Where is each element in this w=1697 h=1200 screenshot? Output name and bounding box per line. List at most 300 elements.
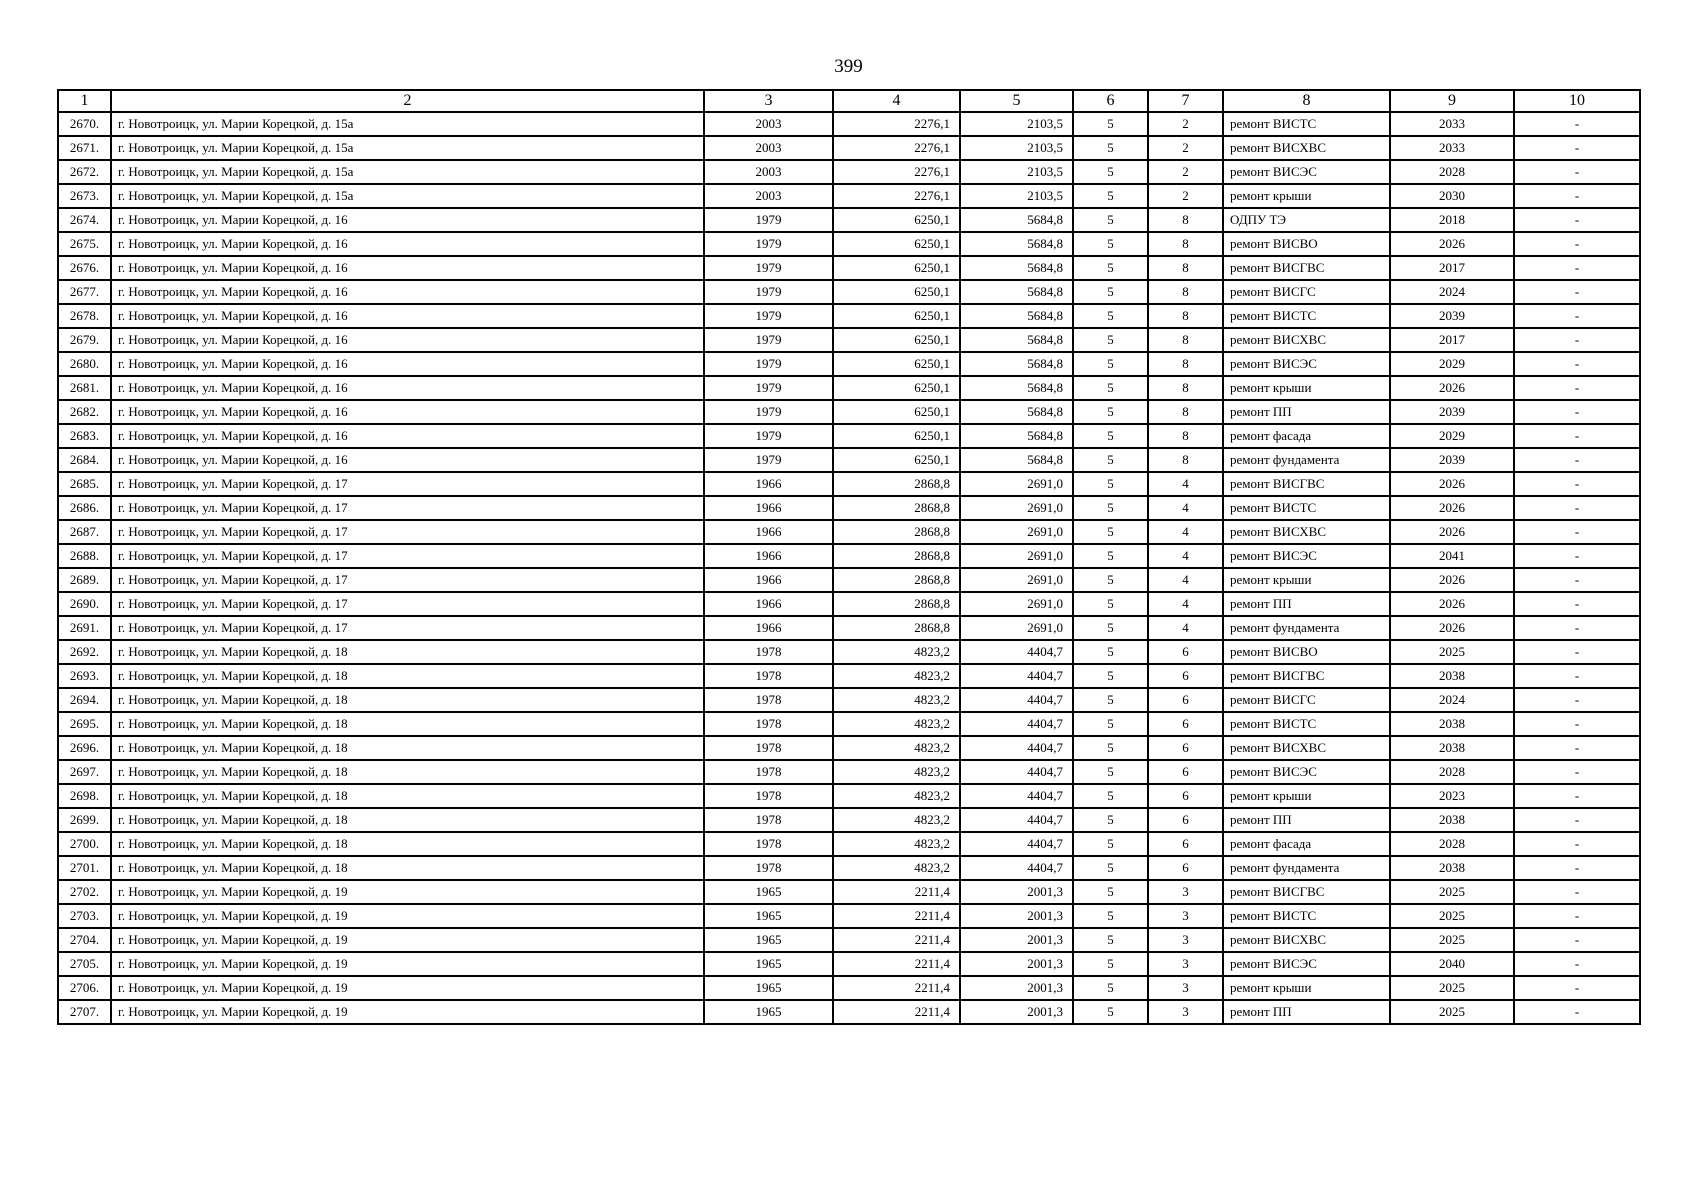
table-row [58, 784, 1640, 808]
cell-planned-year: 2026 [1390, 376, 1514, 400]
cell-work-type: ремонт ВИСЭС [1223, 160, 1390, 184]
cell-address: г. Новотроицк, ул. Марии Корецкой, д. 15а [111, 160, 704, 184]
header-row [58, 90, 1640, 112]
cell-total-area: 6250,1 [833, 208, 960, 232]
cell-work-type: ремонт ВИСТС [1223, 304, 1390, 328]
cell-build-year: 1965 [704, 928, 833, 952]
cell-entrances: 8 [1148, 424, 1223, 448]
cell-address: г. Новотроицк, ул. Марии Корецкой, д. 16 [111, 304, 704, 328]
table-row [58, 208, 1640, 232]
cell-planned-year: 2029 [1390, 424, 1514, 448]
cell-build-year: 1979 [704, 352, 833, 376]
cell-build-year: 1979 [704, 328, 833, 352]
cell-note: - [1514, 232, 1640, 256]
cell-living-area: 5684,8 [960, 232, 1073, 256]
cell-note: - [1514, 472, 1640, 496]
cell-build-year: 1978 [704, 856, 833, 880]
cell-floors: 5 [1073, 760, 1148, 784]
table-row [58, 760, 1640, 784]
cell-build-year: 1966 [704, 592, 833, 616]
cell-build-year: 1978 [704, 712, 833, 736]
cell-entrances: 4 [1148, 544, 1223, 568]
cell-floors: 5 [1073, 496, 1148, 520]
cell-living-area: 2691,0 [960, 472, 1073, 496]
cell-total-area: 4823,2 [833, 736, 960, 760]
cell-living-area: 2691,0 [960, 616, 1073, 640]
cell-total-area: 2868,8 [833, 496, 960, 520]
cell-row-number: 2672. [58, 160, 111, 184]
cell-entrances: 4 [1148, 520, 1223, 544]
cell-address: г. Новотроицк, ул. Марии Корецкой, д. 17 [111, 496, 704, 520]
cell-living-area: 2691,0 [960, 568, 1073, 592]
cell-total-area: 6250,1 [833, 280, 960, 304]
cell-address: г. Новотроицк, ул. Марии Корецкой, д. 16 [111, 352, 704, 376]
cell-planned-year: 2038 [1390, 712, 1514, 736]
cell-living-area: 5684,8 [960, 424, 1073, 448]
cell-row-number: 2702. [58, 880, 111, 904]
cell-planned-year: 2026 [1390, 592, 1514, 616]
cell-living-area: 2103,5 [960, 184, 1073, 208]
table-row [58, 424, 1640, 448]
page-number: 399 [834, 56, 863, 77]
cell-living-area: 2691,0 [960, 592, 1073, 616]
cell-note: - [1514, 184, 1640, 208]
cell-entrances: 4 [1148, 568, 1223, 592]
table-row [58, 328, 1640, 352]
cell-build-year: 1965 [704, 880, 833, 904]
cell-living-area: 2103,5 [960, 136, 1073, 160]
cell-note: - [1514, 640, 1640, 664]
cell-address: г. Новотроицк, ул. Марии Корецкой, д. 18 [111, 784, 704, 808]
cell-work-type: ремонт ВИСЭС [1223, 952, 1390, 976]
cell-row-number: 2690. [58, 592, 111, 616]
cell-note: - [1514, 112, 1640, 136]
cell-work-type: ремонт крыши [1223, 568, 1390, 592]
cell-total-area: 6250,1 [833, 400, 960, 424]
cell-total-area: 6250,1 [833, 256, 960, 280]
cell-work-type: ремонт ПП [1223, 592, 1390, 616]
table-row [58, 472, 1640, 496]
cell-build-year: 1966 [704, 520, 833, 544]
cell-floors: 5 [1073, 832, 1148, 856]
cell-build-year: 1979 [704, 424, 833, 448]
cell-planned-year: 2038 [1390, 808, 1514, 832]
cell-living-area: 4404,7 [960, 736, 1073, 760]
cell-note: - [1514, 832, 1640, 856]
cell-build-year: 1979 [704, 232, 833, 256]
cell-floors: 5 [1073, 712, 1148, 736]
cell-address: г. Новотроицк, ул. Марии Корецкой, д. 19 [111, 1000, 704, 1024]
cell-address: г. Новотроицк, ул. Марии Корецкой, д. 16 [111, 280, 704, 304]
column-header: 5 [960, 90, 1073, 112]
cell-note: - [1514, 520, 1640, 544]
cell-address: г. Новотроицк, ул. Марии Корецкой, д. 17 [111, 472, 704, 496]
cell-build-year: 1965 [704, 952, 833, 976]
cell-build-year: 1966 [704, 472, 833, 496]
cell-entrances: 6 [1148, 640, 1223, 664]
cell-work-type: ремонт ВИСВО [1223, 232, 1390, 256]
cell-floors: 5 [1073, 784, 1148, 808]
table-row [58, 976, 1640, 1000]
cell-work-type: ремонт ВИСЭС [1223, 352, 1390, 376]
cell-planned-year: 2026 [1390, 496, 1514, 520]
cell-work-type: ремонт фундамента [1223, 616, 1390, 640]
cell-total-area: 2276,1 [833, 160, 960, 184]
cell-living-area: 5684,8 [960, 256, 1073, 280]
cell-build-year: 2003 [704, 184, 833, 208]
cell-build-year: 1979 [704, 400, 833, 424]
cell-row-number: 2700. [58, 832, 111, 856]
column-header: 6 [1073, 90, 1148, 112]
cell-work-type: ремонт фасада [1223, 832, 1390, 856]
cell-floors: 5 [1073, 544, 1148, 568]
cell-total-area: 2211,4 [833, 952, 960, 976]
cell-row-number: 2686. [58, 496, 111, 520]
cell-build-year: 1979 [704, 208, 833, 232]
cell-address: г. Новотроицк, ул. Марии Корецкой, д. 18 [111, 760, 704, 784]
cell-build-year: 1978 [704, 760, 833, 784]
table-row [58, 352, 1640, 376]
cell-work-type: ремонт ВИСГВС [1223, 256, 1390, 280]
cell-row-number: 2692. [58, 640, 111, 664]
cell-living-area: 2001,3 [960, 928, 1073, 952]
column-header: 1 [58, 90, 111, 112]
cell-note: - [1514, 328, 1640, 352]
cell-note: - [1514, 664, 1640, 688]
cell-floors: 5 [1073, 568, 1148, 592]
cell-planned-year: 2025 [1390, 928, 1514, 952]
table-body [58, 112, 1640, 1024]
cell-address: г. Новотроицк, ул. Марии Корецкой, д. 16 [111, 328, 704, 352]
cell-work-type: ремонт крыши [1223, 184, 1390, 208]
table-row [58, 136, 1640, 160]
table-row [58, 496, 1640, 520]
cell-build-year: 2003 [704, 136, 833, 160]
cell-floors: 5 [1073, 400, 1148, 424]
cell-address: г. Новотроицк, ул. Марии Корецкой, д. 17 [111, 616, 704, 640]
cell-living-area: 4404,7 [960, 760, 1073, 784]
cell-planned-year: 2028 [1390, 760, 1514, 784]
table-row [58, 712, 1640, 736]
cell-build-year: 1966 [704, 496, 833, 520]
cell-row-number: 2676. [58, 256, 111, 280]
column-header: 8 [1223, 90, 1390, 112]
cell-build-year: 1978 [704, 808, 833, 832]
cell-entrances: 8 [1148, 376, 1223, 400]
cell-address: г. Новотроицк, ул. Марии Корецкой, д. 15а [111, 184, 704, 208]
cell-entrances: 8 [1148, 304, 1223, 328]
cell-row-number: 2670. [58, 112, 111, 136]
cell-planned-year: 2040 [1390, 952, 1514, 976]
cell-address: г. Новотроицк, ул. Марии Корецкой, д. 16 [111, 208, 704, 232]
cell-entrances: 8 [1148, 448, 1223, 472]
cell-note: - [1514, 160, 1640, 184]
cell-planned-year: 2038 [1390, 856, 1514, 880]
cell-note: - [1514, 712, 1640, 736]
cell-total-area: 6250,1 [833, 448, 960, 472]
cell-address: г. Новотроицк, ул. Марии Корецкой, д. 19 [111, 928, 704, 952]
cell-build-year: 1979 [704, 280, 833, 304]
cell-note: - [1514, 880, 1640, 904]
cell-work-type: ремонт фундамента [1223, 448, 1390, 472]
cell-note: - [1514, 208, 1640, 232]
cell-entrances: 2 [1148, 184, 1223, 208]
cell-floors: 5 [1073, 736, 1148, 760]
cell-floors: 5 [1073, 256, 1148, 280]
cell-work-type: ремонт ВИСГВС [1223, 880, 1390, 904]
cell-floors: 5 [1073, 232, 1148, 256]
cell-work-type: ремонт ВИСТС [1223, 712, 1390, 736]
cell-floors: 5 [1073, 880, 1148, 904]
cell-row-number: 2685. [58, 472, 111, 496]
cell-floors: 5 [1073, 904, 1148, 928]
table-row [58, 688, 1640, 712]
cell-address: г. Новотроицк, ул. Марии Корецкой, д. 18 [111, 808, 704, 832]
cell-work-type: ремонт ВИСГС [1223, 280, 1390, 304]
cell-planned-year: 2017 [1390, 256, 1514, 280]
cell-entrances: 8 [1148, 400, 1223, 424]
cell-living-area: 2001,3 [960, 976, 1073, 1000]
cell-address: г. Новотроицк, ул. Марии Корецкой, д. 17 [111, 592, 704, 616]
cell-entrances: 8 [1148, 232, 1223, 256]
cell-floors: 5 [1073, 952, 1148, 976]
table-row [58, 280, 1640, 304]
table-row [58, 664, 1640, 688]
cell-address: г. Новотроицк, ул. Марии Корецкой, д. 19 [111, 976, 704, 1000]
cell-entrances: 3 [1148, 976, 1223, 1000]
table-row [58, 400, 1640, 424]
cell-living-area: 2691,0 [960, 496, 1073, 520]
cell-planned-year: 2026 [1390, 616, 1514, 640]
cell-total-area: 4823,2 [833, 712, 960, 736]
cell-note: - [1514, 304, 1640, 328]
cell-living-area: 5684,8 [960, 400, 1073, 424]
cell-build-year: 2003 [704, 112, 833, 136]
column-header: 2 [111, 90, 704, 112]
cell-planned-year: 2025 [1390, 640, 1514, 664]
cell-entrances: 6 [1148, 808, 1223, 832]
cell-build-year: 1966 [704, 544, 833, 568]
cell-row-number: 2698. [58, 784, 111, 808]
cell-note: - [1514, 256, 1640, 280]
cell-row-number: 2679. [58, 328, 111, 352]
cell-work-type: ремонт крыши [1223, 976, 1390, 1000]
cell-note: - [1514, 616, 1640, 640]
cell-total-area: 6250,1 [833, 232, 960, 256]
table-row [58, 880, 1640, 904]
cell-work-type: ремонт ВИСГВС [1223, 664, 1390, 688]
table-row [58, 232, 1640, 256]
cell-address: г. Новотроицк, ул. Марии Корецкой, д. 16 [111, 448, 704, 472]
cell-note: - [1514, 928, 1640, 952]
cell-entrances: 3 [1148, 880, 1223, 904]
cell-floors: 5 [1073, 616, 1148, 640]
column-header: 10 [1514, 90, 1640, 112]
cell-floors: 5 [1073, 328, 1148, 352]
table-row [58, 256, 1640, 280]
cell-build-year: 1979 [704, 376, 833, 400]
table-row [58, 832, 1640, 856]
cell-row-number: 2706. [58, 976, 111, 1000]
cell-planned-year: 2039 [1390, 304, 1514, 328]
cell-floors: 5 [1073, 208, 1148, 232]
cell-row-number: 2674. [58, 208, 111, 232]
cell-planned-year: 2026 [1390, 520, 1514, 544]
cell-address: г. Новотроицк, ул. Марии Корецкой, д. 15а [111, 136, 704, 160]
cell-floors: 5 [1073, 520, 1148, 544]
cell-work-type: ремонт ВИСТС [1223, 496, 1390, 520]
cell-build-year: 1978 [704, 736, 833, 760]
cell-address: г. Новотроицк, ул. Марии Корецкой, д. 16 [111, 232, 704, 256]
cell-planned-year: 2030 [1390, 184, 1514, 208]
table-row [58, 808, 1640, 832]
cell-note: - [1514, 448, 1640, 472]
cell-floors: 5 [1073, 376, 1148, 400]
cell-planned-year: 2038 [1390, 664, 1514, 688]
table-row [58, 616, 1640, 640]
cell-address: г. Новотроицк, ул. Марии Корецкой, д. 18 [111, 640, 704, 664]
cell-living-area: 5684,8 [960, 328, 1073, 352]
table-row [58, 736, 1640, 760]
cell-floors: 5 [1073, 664, 1148, 688]
table-row [58, 112, 1640, 136]
cell-floors: 5 [1073, 640, 1148, 664]
cell-note: - [1514, 1000, 1640, 1024]
cell-work-type: ремонт фасада [1223, 424, 1390, 448]
cell-planned-year: 2025 [1390, 904, 1514, 928]
cell-row-number: 2696. [58, 736, 111, 760]
cell-entrances: 2 [1148, 160, 1223, 184]
cell-planned-year: 2024 [1390, 688, 1514, 712]
cell-planned-year: 2029 [1390, 352, 1514, 376]
cell-total-area: 2868,8 [833, 592, 960, 616]
cell-total-area: 2868,8 [833, 568, 960, 592]
cell-work-type: ремонт ВИСГС [1223, 688, 1390, 712]
table-row [58, 448, 1640, 472]
cell-address: г. Новотроицк, ул. Марии Корецкой, д. 17 [111, 520, 704, 544]
cell-work-type: ОДПУ ТЭ [1223, 208, 1390, 232]
cell-row-number: 2683. [58, 424, 111, 448]
cell-total-area: 2868,8 [833, 472, 960, 496]
cell-living-area: 5684,8 [960, 352, 1073, 376]
cell-work-type: ремонт ПП [1223, 808, 1390, 832]
cell-build-year: 1966 [704, 568, 833, 592]
cell-build-year: 1966 [704, 616, 833, 640]
cell-row-number: 2678. [58, 304, 111, 328]
cell-planned-year: 2018 [1390, 208, 1514, 232]
column-header: 9 [1390, 90, 1514, 112]
cell-living-area: 5684,8 [960, 208, 1073, 232]
cell-total-area: 4823,2 [833, 760, 960, 784]
cell-note: - [1514, 688, 1640, 712]
cell-work-type: ремонт ВИСГВС [1223, 472, 1390, 496]
cell-floors: 5 [1073, 592, 1148, 616]
cell-note: - [1514, 592, 1640, 616]
column-header: 3 [704, 90, 833, 112]
cell-entrances: 8 [1148, 328, 1223, 352]
cell-row-number: 2699. [58, 808, 111, 832]
cell-note: - [1514, 808, 1640, 832]
table-row [58, 856, 1640, 880]
cell-planned-year: 2026 [1390, 568, 1514, 592]
cell-entrances: 6 [1148, 832, 1223, 856]
cell-row-number: 2704. [58, 928, 111, 952]
cell-work-type: ремонт ВИСХВС [1223, 136, 1390, 160]
cell-note: - [1514, 424, 1640, 448]
cell-living-area: 4404,7 [960, 784, 1073, 808]
column-header: 7 [1148, 90, 1223, 112]
table-row [58, 952, 1640, 976]
cell-planned-year: 2033 [1390, 112, 1514, 136]
cell-entrances: 6 [1148, 736, 1223, 760]
cell-address: г. Новотроицк, ул. Марии Корецкой, д. 18 [111, 664, 704, 688]
table-row [58, 520, 1640, 544]
cell-work-type: ремонт ВИСХВС [1223, 928, 1390, 952]
cell-note: - [1514, 760, 1640, 784]
cell-work-type: ремонт крыши [1223, 784, 1390, 808]
cell-build-year: 1978 [704, 688, 833, 712]
cell-living-area: 4404,7 [960, 712, 1073, 736]
cell-entrances: 4 [1148, 472, 1223, 496]
cell-work-type: ремонт ВИСХВС [1223, 328, 1390, 352]
cell-note: - [1514, 400, 1640, 424]
cell-total-area: 2211,4 [833, 880, 960, 904]
cell-row-number: 2684. [58, 448, 111, 472]
cell-total-area: 4823,2 [833, 856, 960, 880]
table-row [58, 304, 1640, 328]
cell-total-area: 2211,4 [833, 1000, 960, 1024]
cell-row-number: 2687. [58, 520, 111, 544]
cell-note: - [1514, 736, 1640, 760]
cell-work-type: ремонт ВИСЭС [1223, 760, 1390, 784]
cell-entrances: 2 [1148, 112, 1223, 136]
cell-work-type: ремонт крыши [1223, 376, 1390, 400]
cell-living-area: 2691,0 [960, 520, 1073, 544]
cell-row-number: 2703. [58, 904, 111, 928]
cell-living-area: 2001,3 [960, 1000, 1073, 1024]
cell-address: г. Новотроицк, ул. Марии Корецкой, д. 18 [111, 856, 704, 880]
cell-address: г. Новотроицк, ул. Марии Корецкой, д. 19 [111, 904, 704, 928]
cell-total-area: 4823,2 [833, 688, 960, 712]
cell-floors: 5 [1073, 856, 1148, 880]
cell-living-area: 5684,8 [960, 448, 1073, 472]
cell-row-number: 2671. [58, 136, 111, 160]
table-row [58, 904, 1640, 928]
cell-living-area: 2001,3 [960, 952, 1073, 976]
cell-note: - [1514, 976, 1640, 1000]
cell-address: г. Новотроицк, ул. Марии Корецкой, д. 17 [111, 568, 704, 592]
cell-note: - [1514, 376, 1640, 400]
table-row [58, 928, 1640, 952]
cell-row-number: 2695. [58, 712, 111, 736]
cell-total-area: 6250,1 [833, 304, 960, 328]
cell-total-area: 2868,8 [833, 616, 960, 640]
cell-build-year: 1978 [704, 664, 833, 688]
table-row [58, 1000, 1640, 1024]
cell-living-area: 5684,8 [960, 304, 1073, 328]
cell-entrances: 3 [1148, 928, 1223, 952]
cell-address: г. Новотроицк, ул. Марии Корецкой, д. 18 [111, 688, 704, 712]
cell-planned-year: 2026 [1390, 472, 1514, 496]
cell-total-area: 2276,1 [833, 184, 960, 208]
cell-planned-year: 2025 [1390, 1000, 1514, 1024]
cell-living-area: 2691,0 [960, 544, 1073, 568]
cell-address: г. Новотроицк, ул. Марии Корецкой, д. 16 [111, 376, 704, 400]
cell-floors: 5 [1073, 688, 1148, 712]
cell-row-number: 2688. [58, 544, 111, 568]
cell-entrances: 3 [1148, 952, 1223, 976]
cell-work-type: ремонт ВИСТС [1223, 112, 1390, 136]
